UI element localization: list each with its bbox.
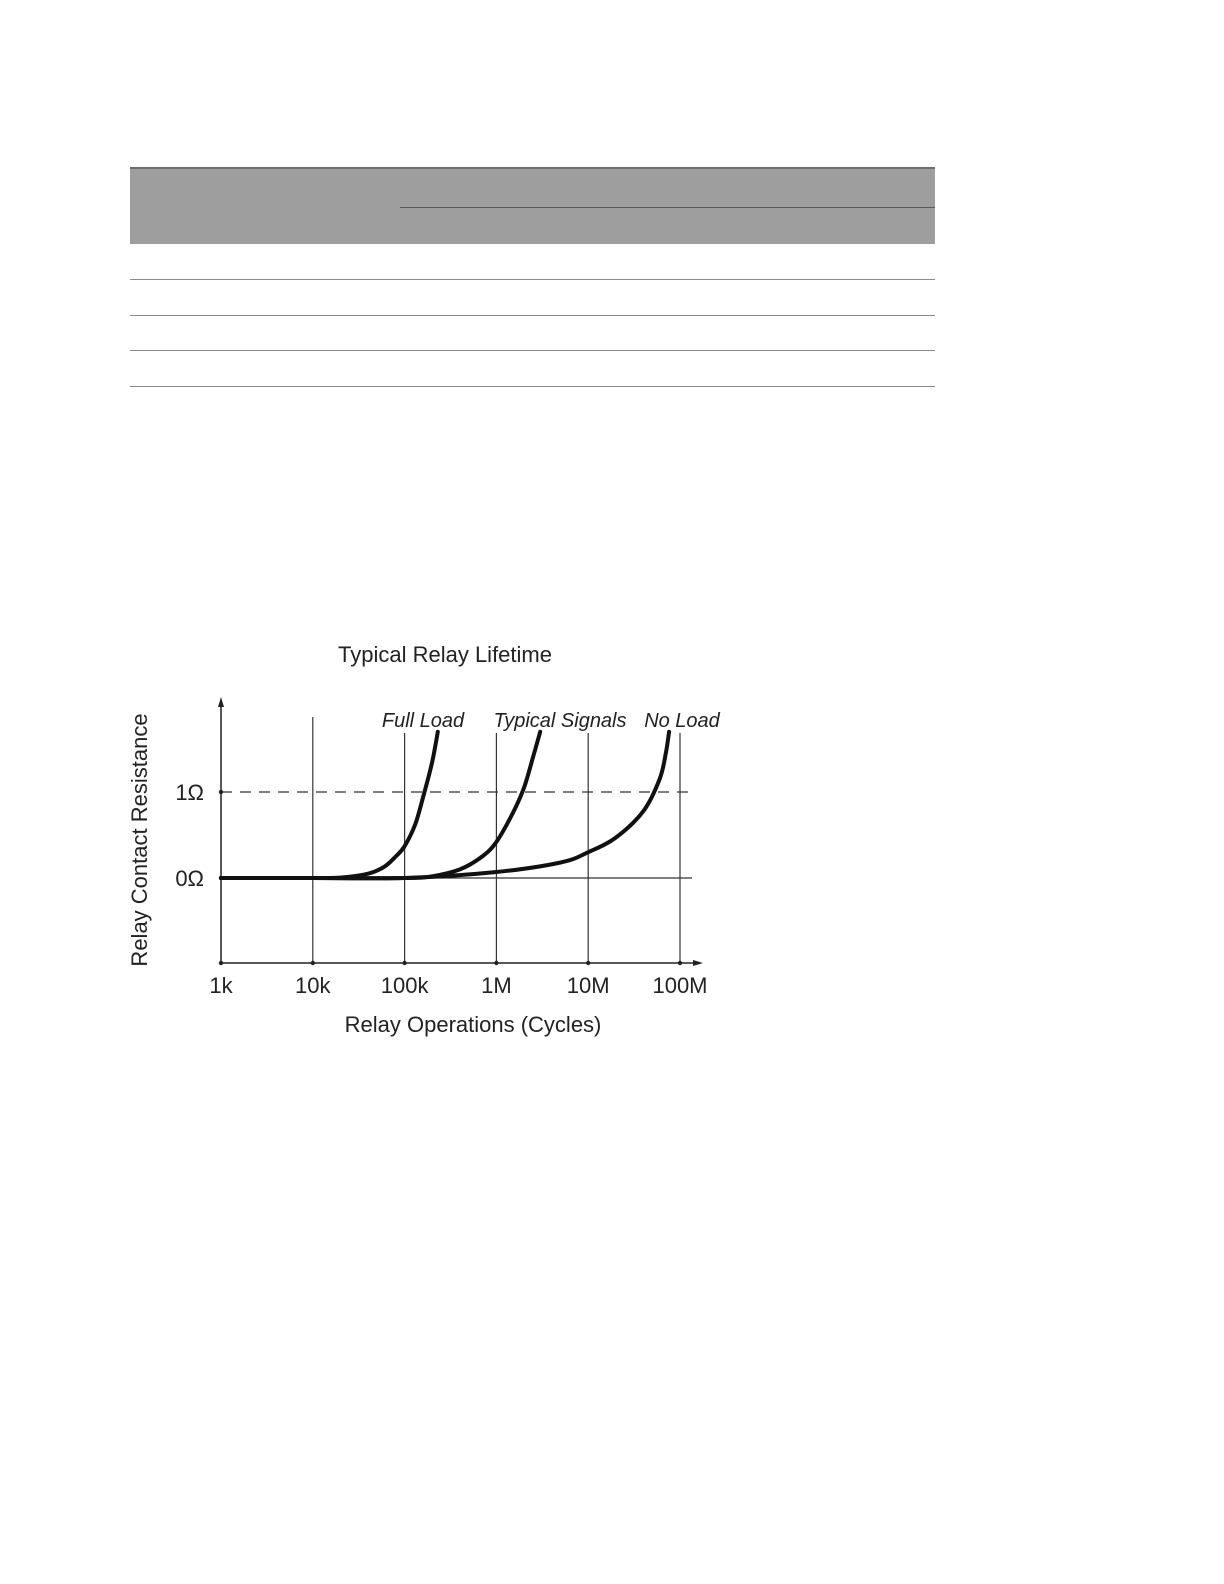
x-tick-label: 1M <box>481 973 512 998</box>
x-tick-mark <box>586 961 590 965</box>
x-tick-label: 10M <box>566 973 610 998</box>
x-tick-label: 1k <box>209 973 233 998</box>
y-tick-label: 0Ω <box>175 866 204 891</box>
x-tick-mark <box>494 961 498 965</box>
x-tick-label: 100k <box>380 973 429 998</box>
series-label: Typical Signals <box>493 710 627 732</box>
series-curve-full-load <box>221 732 438 878</box>
x-axis-arrow <box>693 960 703 966</box>
series-label: Full Load <box>381 710 465 732</box>
y-tick-mark <box>219 790 223 794</box>
chart-title: Typical Relay Lifetime <box>338 642 552 667</box>
y-tick-label: 1Ω <box>175 780 204 805</box>
x-tick-mark <box>678 961 682 965</box>
series-label: No Load <box>644 710 720 732</box>
x-tick-mark <box>311 961 315 965</box>
y-axis-label: Relay Contact Resistance <box>127 713 152 967</box>
x-tick-label: 10k <box>295 973 331 998</box>
series-curve-typical-signals <box>221 732 540 878</box>
x-tick-label: 100M <box>652 973 708 998</box>
y-axis-arrow <box>218 697 224 707</box>
x-tick-mark <box>219 961 223 965</box>
x-tick-mark <box>402 961 406 965</box>
series-curve-no-load <box>221 732 669 879</box>
x-axis-label: Relay Operations (Cycles) <box>344 1012 602 1037</box>
